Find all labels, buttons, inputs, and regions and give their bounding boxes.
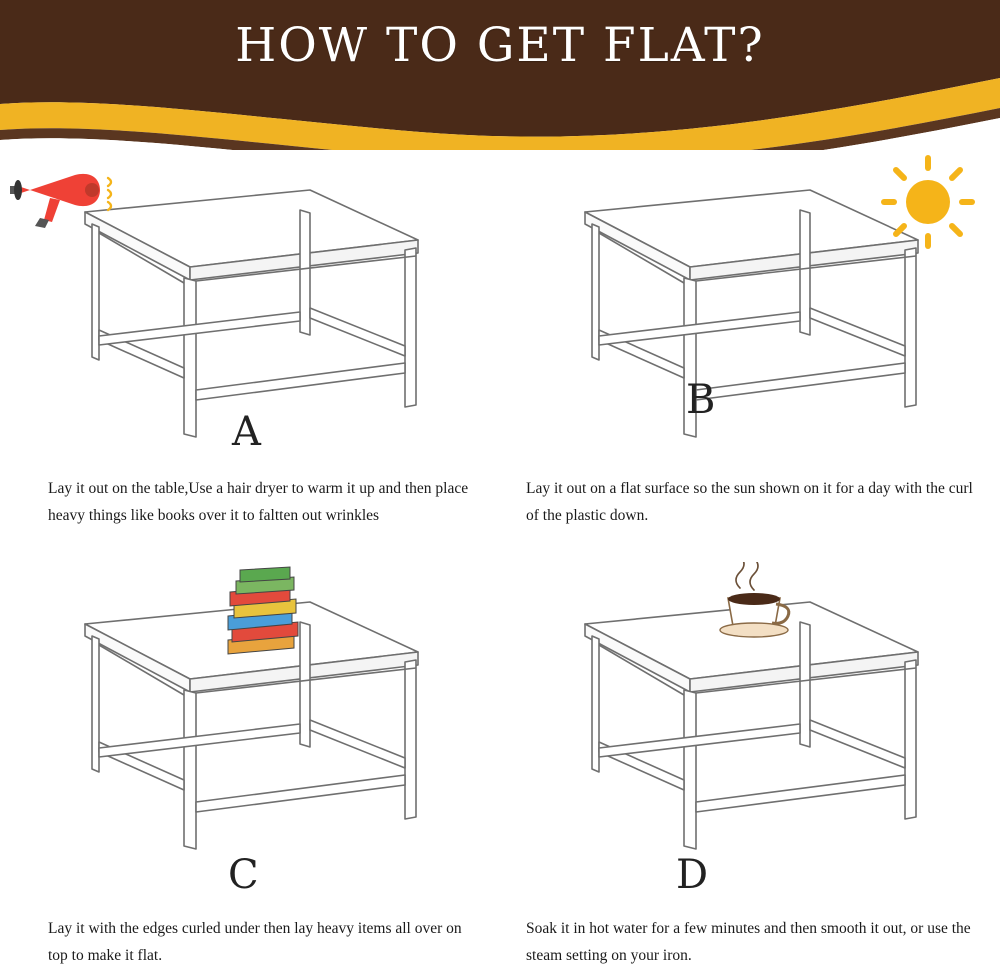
table-illustration-c xyxy=(0,562,500,892)
panel-d xyxy=(500,562,1000,974)
panel-letter-b: B xyxy=(686,377,716,423)
panel-letter-d: D xyxy=(676,852,709,898)
page-header xyxy=(0,0,1000,150)
panel-b xyxy=(500,150,1000,562)
panel-caption-b: Lay it out on a flat surface so the sun shown on it for a day with the curl of the plastic down. xyxy=(526,480,973,525)
panel-letter-c: C xyxy=(228,852,259,898)
panel-caption-a: Lay it out on the table,Use a hair dryer to warm it up and then place heavy things like books over it to faltten out wrinkles xyxy=(48,480,469,525)
instruction-grid xyxy=(0,150,1000,974)
panel-letter-a: A xyxy=(232,409,261,455)
page-title: HOW TO GET FLAT? xyxy=(235,18,765,73)
table-illustration-b xyxy=(500,150,1000,480)
table-illustration-d xyxy=(500,562,1000,892)
panel-a xyxy=(0,150,500,562)
panel-caption-c: Lay it with the edges curled under then lay heavy items all over on top to make it flat. xyxy=(48,920,462,965)
panel-c xyxy=(0,562,500,974)
panel-caption-d: Soak it in hot water for a few minutes and then smooth it out, or use the steam setting on your iron. xyxy=(526,920,971,965)
